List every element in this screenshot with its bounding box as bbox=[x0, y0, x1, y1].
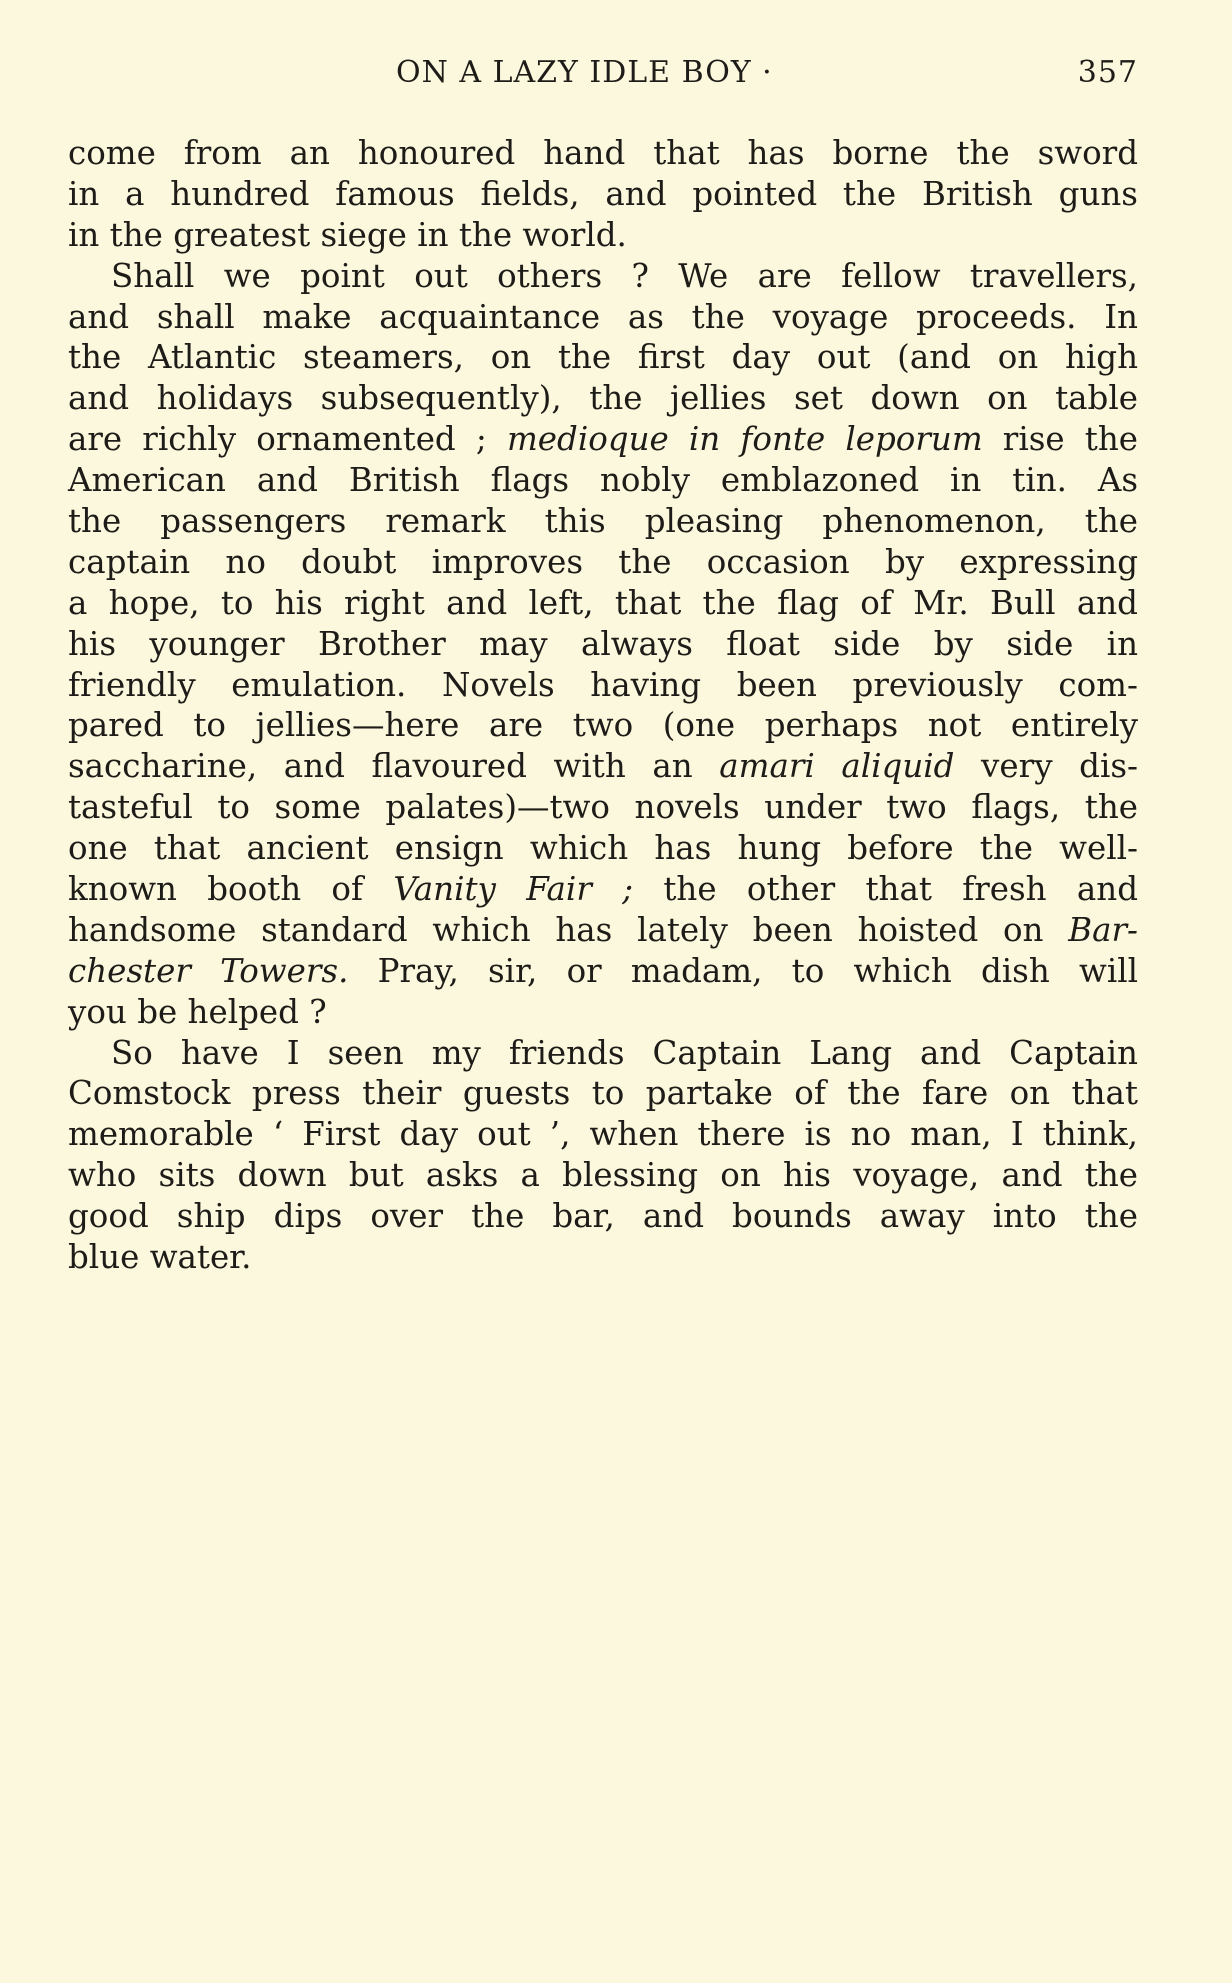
text-line: memorable ‘ First day out ’, when there is no man, I think, bbox=[68, 1115, 1138, 1154]
running-head bbox=[68, 55, 1138, 95]
text-line: and holidays subsequently), the jellies set down on table bbox=[68, 379, 1138, 418]
text-line: a hope, to his right and left, that the flag of Mr. Bull and bbox=[68, 583, 1138, 622]
text-line: captain no doubt improves the occasion by expressing bbox=[68, 542, 1138, 581]
text-line: in the greatest siege in the world. bbox=[68, 215, 627, 254]
text-line: you be helped ? bbox=[68, 992, 327, 1031]
text-line: one that ancient ensign which has hung before the well- bbox=[68, 829, 1138, 868]
text-line: who sits down but asks a blessing on his voyage, and the bbox=[68, 1156, 1138, 1195]
text-line: Shall we point out others ? We are fellow travellers, bbox=[111, 256, 1138, 295]
text-line: chester Towers. Pray, sir, or madam, to which dish will bbox=[68, 951, 1139, 990]
text-line: known booth of Vanity Fair ; the other that fresh and bbox=[68, 870, 1138, 909]
running-title: ON A LAZY IDLE BOY · bbox=[396, 55, 773, 90]
page-number: 357 bbox=[1077, 55, 1138, 90]
text-line: blue water. bbox=[68, 1238, 252, 1277]
text-line: come from an honoured hand that has borne the sword bbox=[68, 134, 1138, 172]
text-line: tasteful to some palates)—two novels under two flags, the bbox=[68, 788, 1138, 827]
body-text bbox=[68, 133, 1138, 1278]
text-line: handsome standard which has lately been hoisted on Bar- bbox=[68, 910, 1138, 949]
text-line: So have I seen my friends Captain Lang and Captain bbox=[111, 1033, 1138, 1072]
text-line: and shall make acquaintance as the voyage proceeds. In bbox=[68, 297, 1138, 336]
text-line: American and British flags nobly emblazoned in tin. As bbox=[68, 461, 1138, 500]
text-line: friendly emulation. Novels having been previously com- bbox=[68, 665, 1138, 704]
text-line: in a hundred famous fields, and pointed the British guns bbox=[68, 174, 1138, 213]
text-line: Comstock press their guests to partake of the fare on that bbox=[68, 1074, 1138, 1113]
text-line: pared to jellies—here are two (one perhaps not entirely bbox=[68, 706, 1138, 745]
text-line: the Atlantic steamers, on the first day out (and on high bbox=[68, 338, 1138, 377]
text-line: are richly ornamented ; medioque in fonte leporum rise the bbox=[68, 420, 1138, 459]
text-line: his younger Brother may always float side by side in bbox=[68, 624, 1138, 663]
text-line: good ship dips over the bar, and bounds away into the bbox=[68, 1197, 1138, 1236]
text-line: the passengers remark this pleasing phenomenon, the bbox=[68, 502, 1138, 541]
text-line: saccharine, and flavoured with an amari aliquid very dis- bbox=[68, 747, 1138, 786]
